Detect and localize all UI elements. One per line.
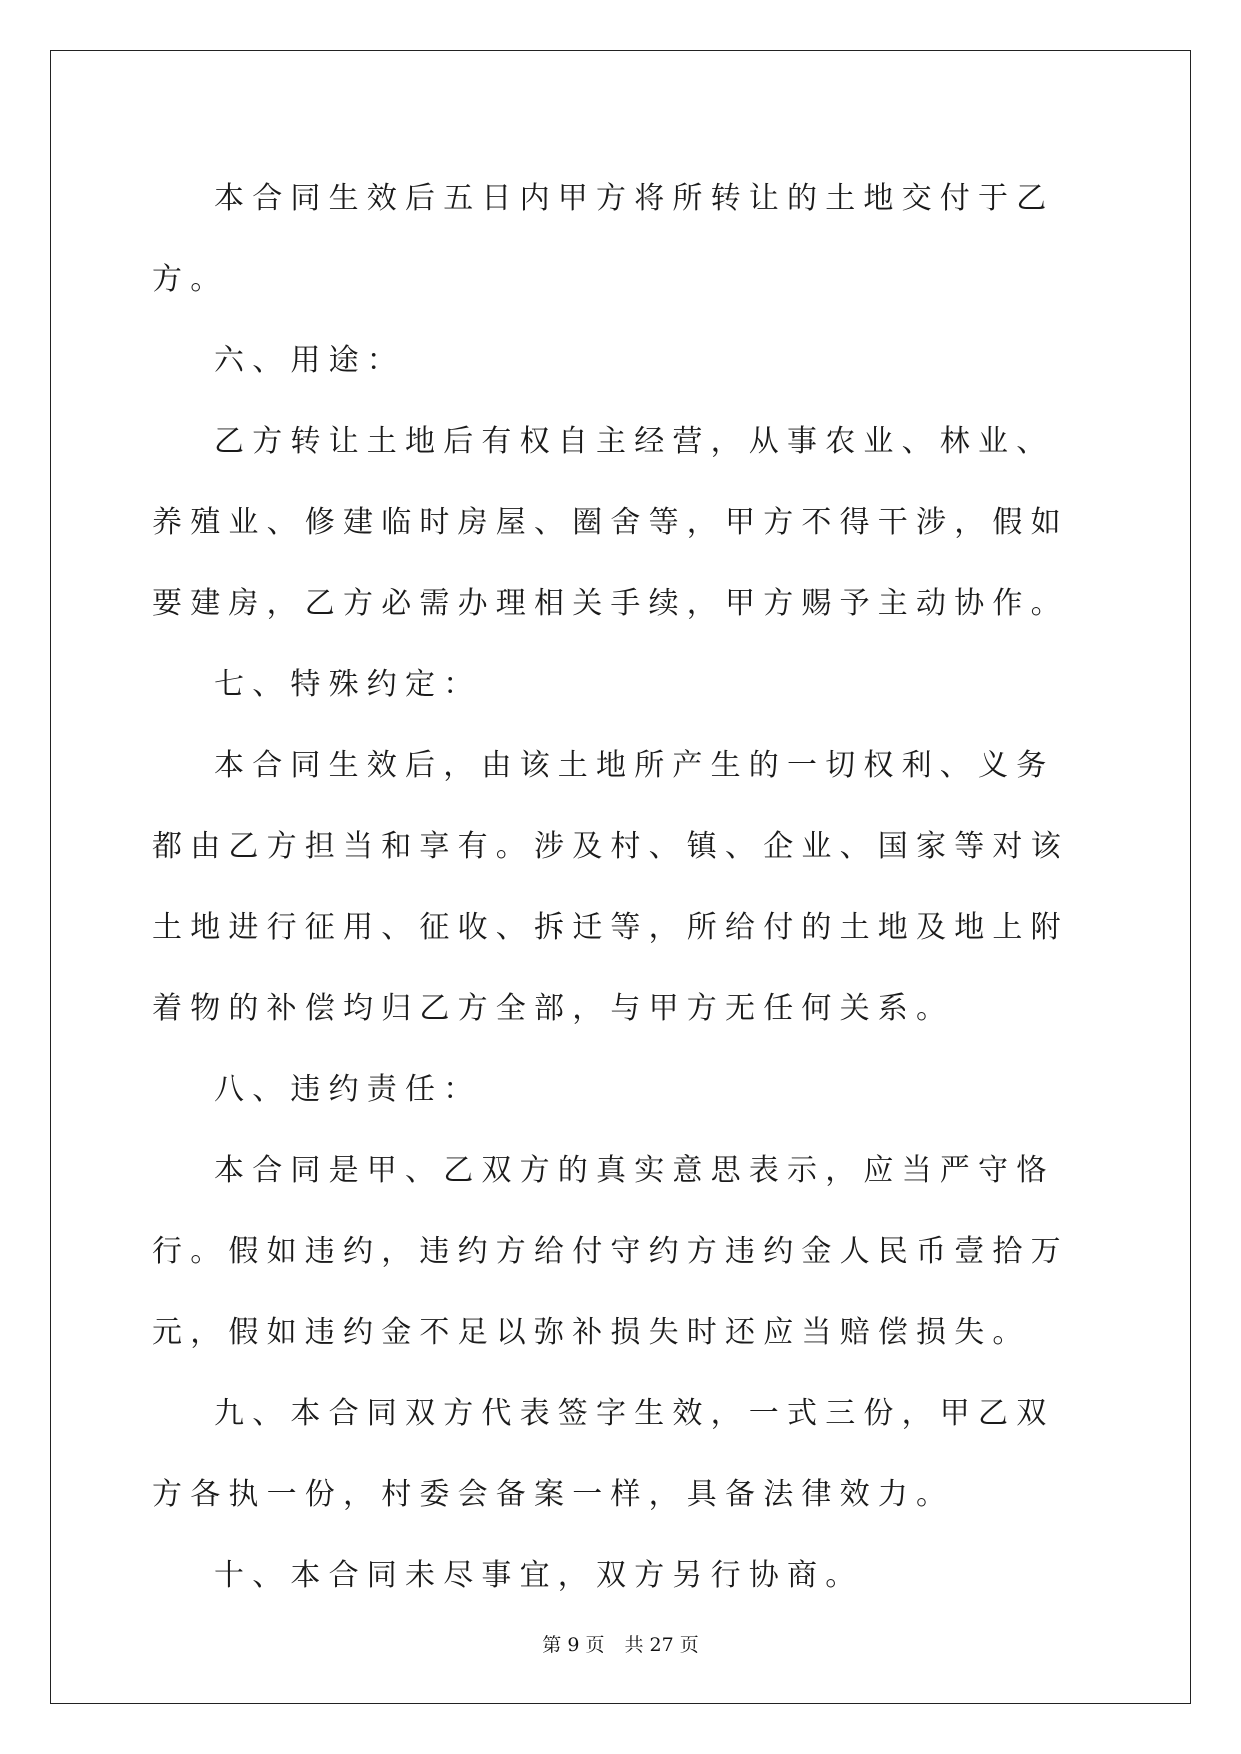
- page-number: 第 9 页: [542, 1634, 605, 1656]
- page-total: 共 27 页: [624, 1634, 699, 1656]
- paragraph-signature-effect: 九、本合同双方代表签字生效，一式三份，甲乙双方各执一份，村委会备案一样，具备法律效力。: [152, 1396, 1055, 1512]
- document-body: [152, 158, 1092, 1616]
- page-footer: [0, 1630, 1241, 1657]
- heading-usage: 六、用途：: [214, 343, 405, 378]
- heading-special-terms: 七、特殊约定：: [214, 667, 482, 702]
- paragraph-breach-liability: 本合同是甲、乙双方的真实意思表示，应当严守恪行。假如违约，违约方给付守约方违约金人民币壹拾万元，假如违约金不足以弥补损失时还应当赔偿损失。: [152, 1153, 1069, 1350]
- heading-breach-liability: 八、违约责任：: [214, 1072, 482, 1107]
- paragraph-other-matters: 十、本合同未尽事宜，双方另行协商。: [214, 1558, 864, 1593]
- paragraph-usage: 乙方转让土地后有权自主经营，从事农业、林业、养殖业、修建临时房屋、圈舍等，甲方不得干涉，假如要建房，乙方必需办理相关手续，甲方赐予主动协作。: [152, 424, 1069, 621]
- paragraph-special-terms: 本合同生效后，由该土地所产生的一切权利、义务都由乙方担当和享有。涉及村、镇、企业、国家等对该土地进行征用、征收、拆迁等，所给付的土地及地上附着物的补偿均归乙方全部，与甲方无任何关系。: [152, 748, 1069, 1026]
- paragraph-handover: 本合同生效后五日内甲方将所转让的土地交付于乙方。: [152, 181, 1055, 297]
